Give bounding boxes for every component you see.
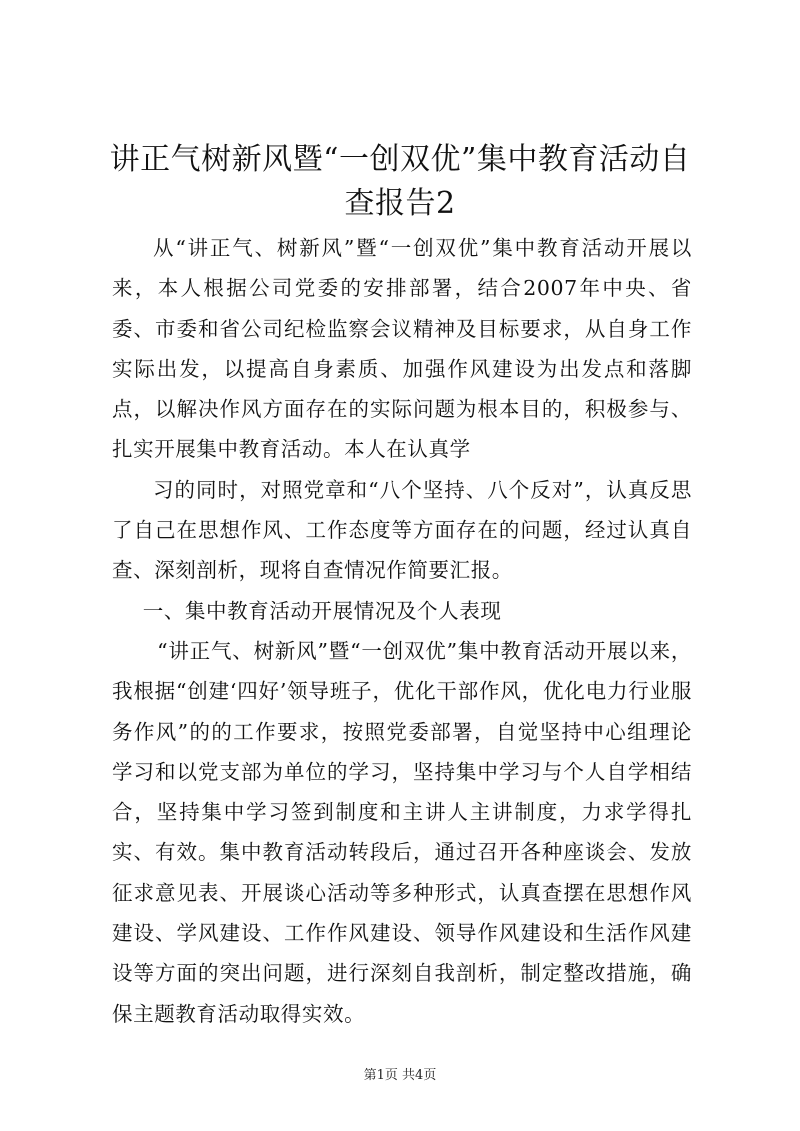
section-heading-1: 一、集中教育活动开展情况及个人表现 <box>142 598 502 623</box>
document-body <box>112 228 692 1034</box>
page-footer: 第1页 共4页 <box>363 1068 437 1083</box>
paragraph-reflection: 习的同时，对照党章和“八个坚持、八个反对”，认真反思了自己在思想作风、工作态度等方面存在的问题，经过认真自查、深刻剖析，现将自查情况作简要汇报。 <box>112 477 692 583</box>
document-title: 讲正气树新风暨“一创双优”集中教育活动自查报告2 <box>109 142 691 221</box>
paragraph-intro: 从“讲正气、树新风”暨“一创双优”集中教育活动开展以来，本人根据公司党委的安排部署，结合2007年中央、省委、市委和省公司纪检监察会议精神及目标要求，从自身工作实际出发，以提高自身素质、加强作风建设为出发点和落脚点，以解决作风方面存在的实际问题为根本目的，积极参与、扎实开展集中教育活动。本人在认真学 <box>112 236 692 462</box>
paragraph-activity-details: “讲正气、树新风”暨“一创双优”集中教育活动开展以来，我根据“创建‘四好’领导班子，优化干部作风，优化电力行业服务作风”的的工作要求，按照党委部署，自觉坚持中心组理论学习和以党支部为单位的学习，坚持集中学习与个人自学相结合，坚持集中学习签到制度和主讲人主讲制度，力求学得扎实、有效。集中教育活动转段后，通过召开各种座谈会、发放征求意见表、开展谈心活动等多种形式，认真查摆在思想作风建设、学风建设、工作作风建设、领导作风建设和生活作风建设等方面的突出问题，进行深刻自我剖析，制定整改措施，确保主题教育活动取得实效。 <box>112 638 692 1026</box>
